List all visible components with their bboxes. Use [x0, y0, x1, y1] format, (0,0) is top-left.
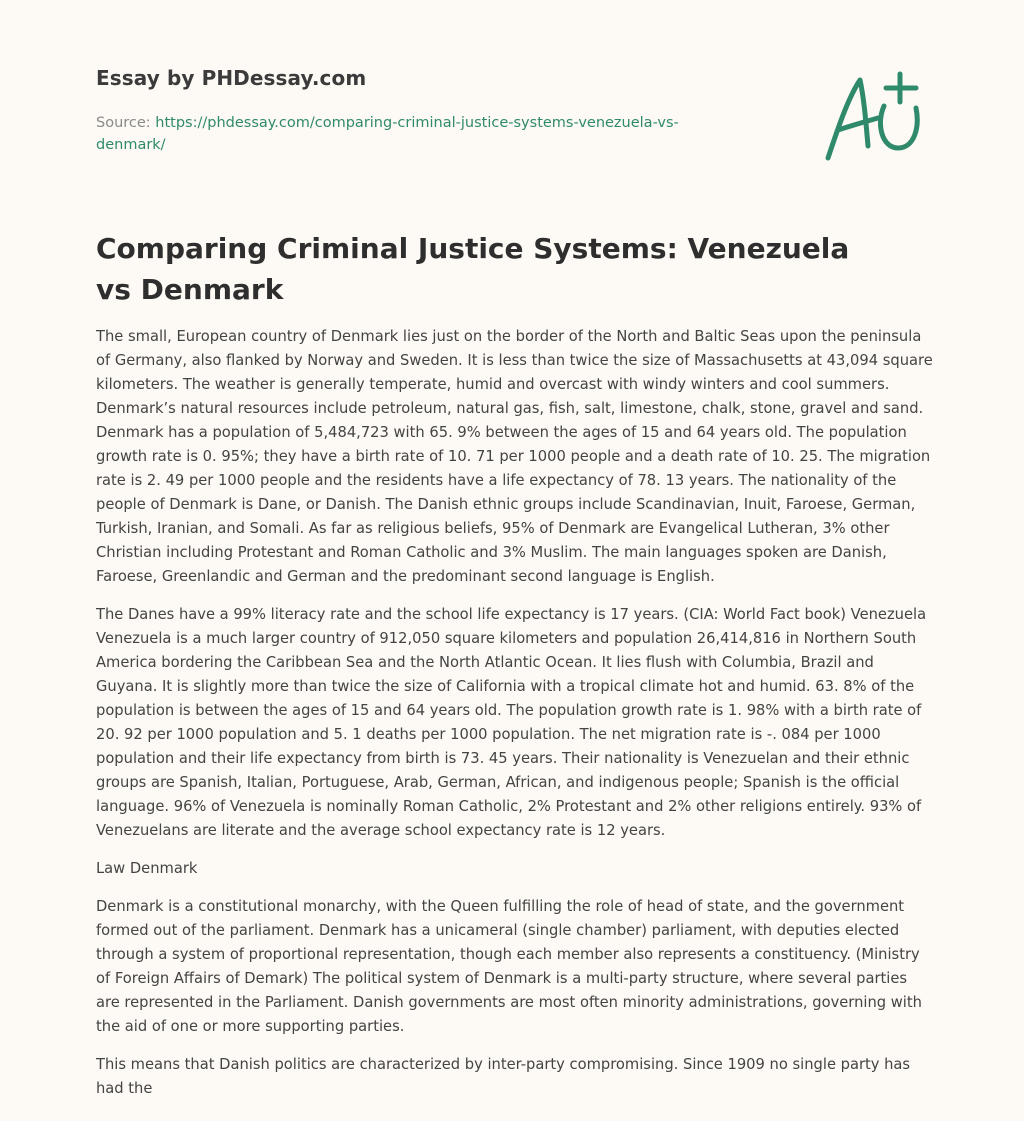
section-heading: Law Denmark [96, 860, 198, 877]
site-brand: Essay by PHDessay.com [96, 66, 367, 90]
essay-title: Comparing Criminal Justice Systems: Venezuela vs Denmark [96, 232, 850, 306]
essay-body [96, 325, 934, 1115]
paragraph: Denmark is a constitutional monarchy, with the Queen fulfilling the role of head of state, and the government formed out of the parliament. Denmark has a unicameral (single chamber) parliament, with deputies elected through a system of proportional representation, though each member also represents a constituency. (Ministry of Foreign Affairs of Demark) The political system of Denmark is a multi-party structure, where several parties are represented in the Parliament. Danish governments are most often minority administrations, governing with the aid of one or more supporting parties. [96, 898, 922, 1035]
paragraph: The Danes have a 99% literacy rate and the school life expectancy is 17 years. (CIA: World Fact book) Venezuela Venezuela is a much larger country of 912,050 square kilometers and population 26,414,816 in Northern South America bordering the Caribbean Sea and the North Atlantic Ocean. It lies flush with Columbia, Brazil and Guyana. It is slightly more than twice the size of California with a tropical climate hot and humid. 63. 8% of the population is between the ages of 15 and 64 years old. The population growth rate is 1. 98% with a birth rate of 20. 92 per 1000 population and 5. 1 deaths per 1000 population. The net migration rate is -. 084 per 1000 population and their life expectancy from birth is 73. 45 years. Their nationality is Venezuelan and their ethnic groups are Spanish, Italian, Portuguese, Arab, German, African, and indigenous people; Spanish is the official language. 96% of Venezuela is nominally Roman Catholic, 2% Protestant and 2% other religions entirely. 93% of Venezuelans are literate and the average school expectancy rate is 12 years. [96, 606, 927, 839]
a-plus-logo-icon [820, 68, 930, 166]
paragraph: This means that Danish politics are characterized by inter-party compromising. Since 1909 no single party has had the [96, 1056, 911, 1097]
source-link[interactable]: https://phdessay.com/comparing-criminal-justice-systems-venezuela-vs-denmark/ [96, 115, 679, 153]
source-line [96, 112, 716, 156]
source-label: Source: [96, 115, 156, 131]
paragraph: The small, European country of Denmark lies just on the border of the North and Baltic Seas upon the peninsula of Germany, also flanked by Norway and Sweden. It is less than twice the size of Massachusetts at 43,094 square kilometers. The weather is generally temperate, humid and overcast with windy winters and cool summers. Denmark’s natural resources include petroleum, natural gas, fish, salt, limestone, chalk, stone, gravel and sand. Denmark has a population of 5,484,723 with 65. 9% between the ages of 15 and 64 years old. The population growth rate is 0. 95%; they have a birth rate of 10. 71 per 1000 people and a death rate of 10. 25. The migration rate is 2. 49 per 1000 people and the residents have a life expectancy of 78. 13 years. The nationality of the people of Denmark is Dane, or Danish. The Danish ethnic groups include Scandinavian, Inuit, Faroese, German, Turkish, Iranian, and Somali. As far as religious beliefs, 95% of Denmark are Evangelical Lutheran, 3% other Christian including Protestant and Roman Catholic and 3% Muslim. The main languages spoken are Danish, Faroese, Greenlandic and German and the predominant second language is English. [96, 328, 933, 585]
